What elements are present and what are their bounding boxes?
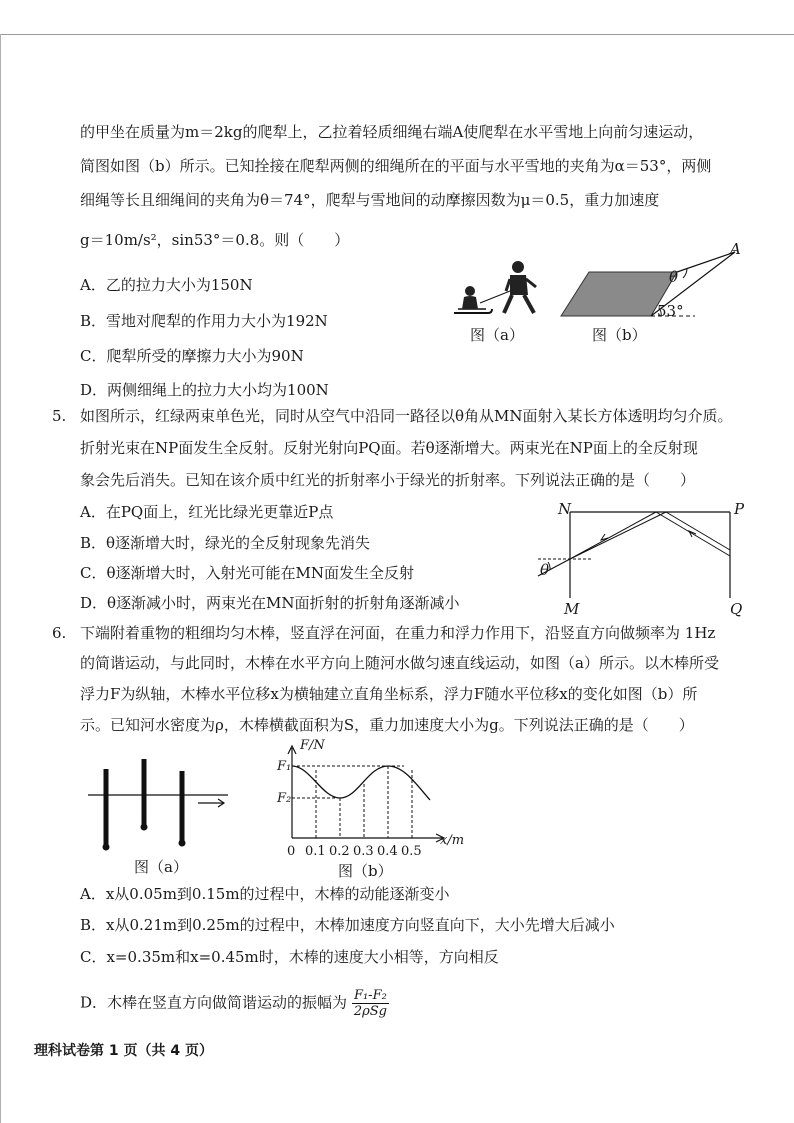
q4-option-c: C．爬犁所受的摩擦力大小为90N bbox=[80, 347, 304, 365]
top-border bbox=[0, 34, 794, 35]
q6-figure-b-caption: 图（b） bbox=[338, 862, 393, 880]
q4-label-a: A bbox=[730, 240, 741, 258]
q5-line-1: 如图所示，红绿两束单色光，同时从空气中沿同一路径以θ角从MN面射入某长方体透明均匀介质。 bbox=[80, 407, 733, 425]
q4-line-3: 细绳等长且细绳间的夹角为θ＝74°，爬犁与雪地间的动摩擦因数为μ＝0.5，重力加速度 bbox=[80, 191, 660, 209]
q4-figure-b-diagram bbox=[555, 238, 755, 328]
q5-option-c: C．θ逐渐增大时，入射光可能在MN面发生全反射 bbox=[80, 564, 414, 582]
page-footer: 理科试卷第 1 页（共 4 页） bbox=[34, 1043, 213, 1059]
q5-line-3: 象会先后消失。已知在该介质中红光的折射率小于绿光的折射率。下列说法正确的是（ ） bbox=[80, 471, 696, 489]
q6-graph-ylabel: F/N bbox=[300, 738, 325, 753]
q4-figure-a-sled bbox=[448, 255, 548, 325]
q6-option-d-denominator: 2ρSg bbox=[353, 1004, 387, 1019]
q6-option-b: B．x从0.21m到0.25m的过程中，木棒加速度方向竖直向下，大小先增大后减小 bbox=[80, 916, 615, 934]
q6-graph-tick-0: 0 bbox=[287, 844, 296, 859]
q5-option-d: D．θ逐渐减小时，两束光在MN面折射的折射角逐渐减小 bbox=[80, 594, 460, 612]
q6-option-c: C．x=0.35m和x=0.45m时，木棒的速度大小相等，方向相反 bbox=[80, 948, 499, 966]
q4-label-theta: θ bbox=[669, 268, 679, 286]
q4-label-53deg: 53° bbox=[657, 302, 684, 320]
rope-line-upper bbox=[677, 252, 735, 272]
q6-graph-tick-3: 0.3 bbox=[353, 844, 374, 859]
q6-line-1: 下端附着重物的粗细均匀木棒，竖直浮在河面，在重力和浮力作用下，沿竖直方向做频率为 1Hz bbox=[80, 624, 716, 642]
q6-graph-tick-5: 0.5 bbox=[401, 844, 422, 859]
q5-option-b: B．θ逐渐增大时，绿光的全反射现象先消失 bbox=[80, 534, 371, 552]
q6-option-a: A．x从0.05m到0.15m的过程中，木棒的动能逐渐变小 bbox=[80, 885, 450, 903]
q4-line-1: 的甲坐在质量为m＝2kg的爬犁上，乙拉着轻质细绳右端A使爬犁在水平雪地上向前匀速运动， bbox=[80, 123, 704, 141]
q4-line-4: g＝10m/s²，sin53°＝0.8。则（ ） bbox=[80, 231, 350, 249]
q6-option-d bbox=[80, 988, 389, 1019]
q6-line-4: 示。已知河水密度为ρ，木棒横截面积为S，重力加速度大小为g。下列说法正确的是（ ） bbox=[80, 716, 694, 734]
q6-graph-tick-1: 0.1 bbox=[305, 844, 326, 859]
q6-option-d-fraction bbox=[352, 988, 389, 1019]
q6-line-3: 浮力F为纵轴，木棒水平位移x为横轴建立直角坐标系，浮力F随水平位移x的变化如图（b）所 bbox=[80, 685, 698, 703]
q6-graph-f2: F₂ bbox=[277, 791, 292, 806]
q5-label-n: N bbox=[558, 500, 572, 518]
q6-figure-a-caption: 图（a） bbox=[134, 858, 188, 876]
q5-figure-prism bbox=[528, 504, 748, 614]
q5-label-p: P bbox=[734, 500, 745, 518]
q4-option-a: A．乙的拉力大小为150N bbox=[80, 276, 253, 294]
q6-option-d-numerator: F₁-F₂ bbox=[352, 988, 389, 1004]
q6-graph-tick-4: 0.4 bbox=[377, 844, 398, 859]
q4-figure-a-caption: 图（a） bbox=[470, 326, 524, 344]
q5-label-m: M bbox=[564, 600, 580, 618]
q6-graph-f1: F₁ bbox=[277, 759, 292, 774]
q5-label-theta: θ bbox=[540, 561, 550, 579]
q6-option-d-prefix: D．木棒在竖直方向做简谐运动的振幅为 bbox=[80, 993, 348, 1012]
q5-number: 5. bbox=[52, 407, 67, 425]
q5-label-q: Q bbox=[730, 600, 743, 618]
q6-number: 6. bbox=[52, 624, 67, 642]
q6-line-2: 的简谐运动，与此同时，木棒在水平方向上随河水做匀速直线运动，如图（a）所示。以木棒所受 bbox=[80, 654, 719, 672]
q4-figure-b-caption: 图（b） bbox=[592, 326, 647, 344]
q4-line-2: 简图如图（b）所示。已知拴接在爬犁两侧的细绳所在的平面与水平雪地的夹角为α＝53°，两侧 bbox=[80, 157, 712, 175]
q5-line-2: 折射光束在NP面发生全反射。反射光射向PQ面。若θ逐渐增大。两束光在NP面上的全反射现 bbox=[80, 439, 698, 457]
q4-option-d: D．两侧细绳上的拉力大小均为100N bbox=[80, 381, 329, 399]
q6-figure-a-rods bbox=[88, 755, 238, 855]
q6-graph-xlabel: x/m bbox=[440, 833, 465, 848]
q6-graph-tick-2: 0.2 bbox=[329, 844, 350, 859]
left-border bbox=[0, 34, 1, 1123]
q4-option-b: B．雪地对爬犁的作用力大小为192N bbox=[80, 312, 328, 330]
q5-option-a: A．在PQ面上，红光比绿光更靠近P点 bbox=[80, 503, 334, 521]
